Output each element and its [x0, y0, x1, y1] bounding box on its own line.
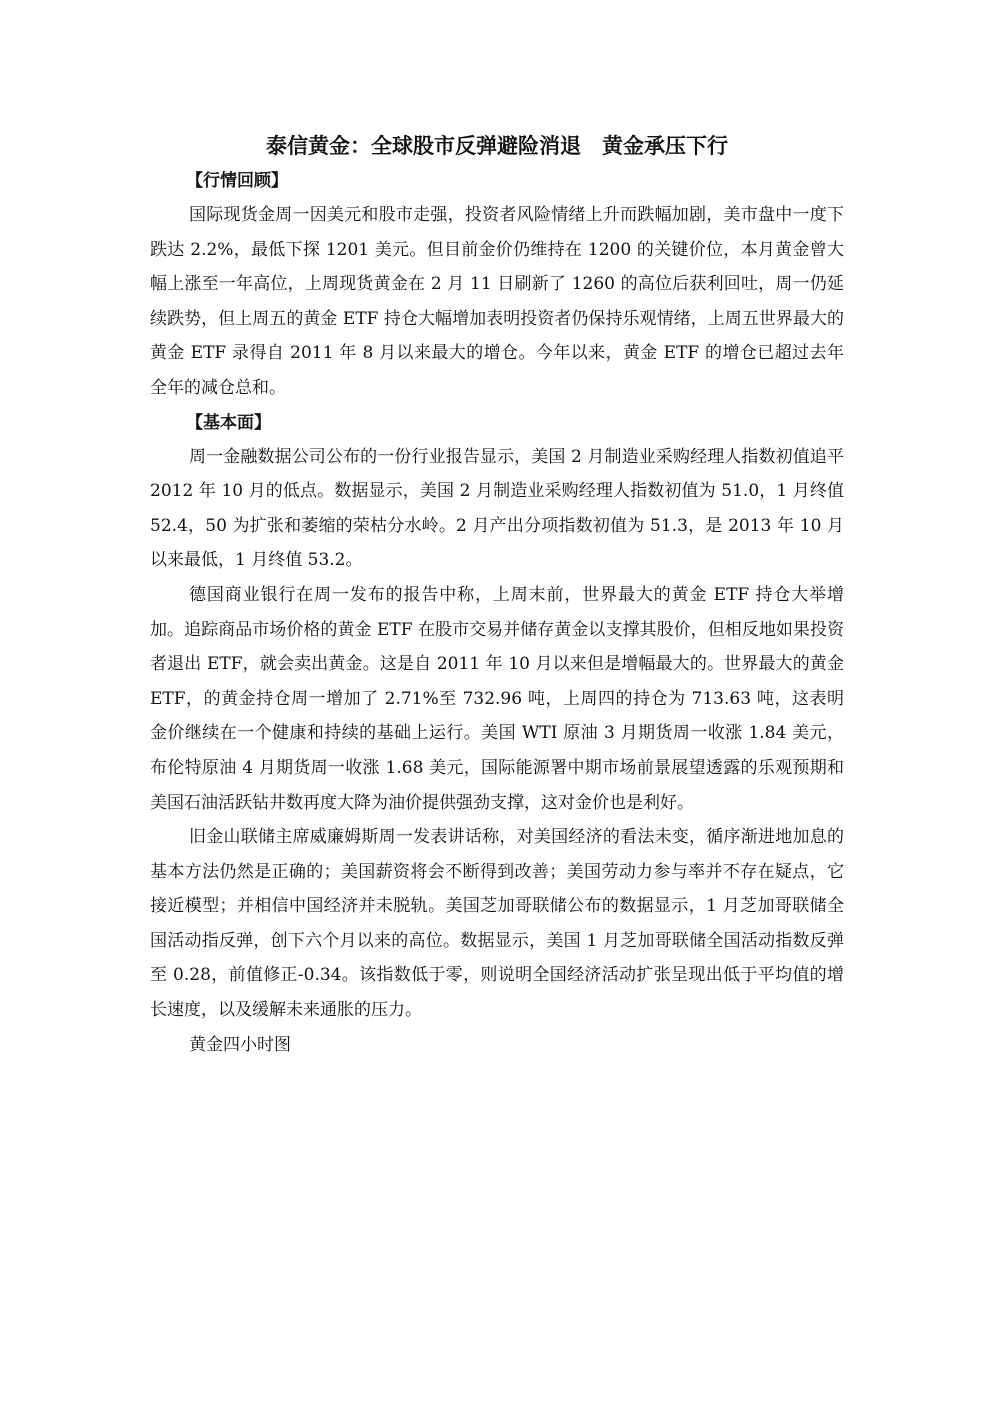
section-heading-market-review: 【行情回顾】	[186, 171, 288, 191]
paragraph: 德国商业银行在周一发布的报告中称，上周末前，世界最大的黄金 ETF 持仓大举增加。追踪商品市场价格的黄金 ETF 在股市交易并储存黄金以支撑其股价，但相反地如果投资者退出 ETF，就会卖出黄金。这是自 2011 年 10 月以来但是增幅最大的。世界最大的黄金 ETF，的黄金持仓周一增加了 2.71%至 732.96 吨，上周四的持仓为 713.63 吨，这表明金价继续在一个健康和持续的基础上运行。美国 WTI 原油 3 月期货周一收涨 1.84 美元，布伦特原油 4 月期货周一收涨 1.68 美元，国际能源署中期市场前景展望透露的乐观预期和美国石油活跃钻井数再度大降为油价提供强劲支撑，这对金价也是利好。	[150, 584, 844, 813]
document-title: 泰信黄金：全球股市反弹避险消退 黄金承压下行	[266, 134, 728, 158]
paragraph: 国际现货金周一因美元和股市走强，投资者风险情绪上升而跌幅加剧，美市盘中一度下跌达 2.2%，最低下探 1201 美元。但目前金价仍维持在 1200 的关键价位，本月黄金曾大幅上涨至一年高位，上周现货黄金在 2 月 11 日刷新了 1260 的高位后获利回吐，周一仍延续跌势，但上周五的黄金 ETF 持仓大幅增加表明投资者仍保持乐观情绪，上周五世界最大的黄金 ETF 录得自 2011 年 8 月以来最大的增仓。今年以来，黄金 ETF 的增仓已超过去年全年的减仓总和。	[150, 205, 844, 398]
section-market-review	[150, 164, 844, 406]
section-heading-fundamentals: 【基本面】	[186, 412, 271, 433]
section-fundamentals	[150, 406, 844, 1028]
paragraph: 周一金融数据公司公布的一份行业报告显示，美国 2 月制造业采购经理人指数初值追平 2012 年 10 月的低点。数据显示，美国 2 月制造业采购经理人指数初值为 51.0，1 月终值 52.4，50 为扩张和萎缩的荣枯分水岭。2 月产出分项指数初值为 51.3，是 2013 年 10 月以来最低，1 月终值 53.2。	[150, 446, 844, 571]
figure-caption: 黄金四小时图	[189, 1034, 291, 1055]
document-page	[150, 128, 844, 1062]
paragraph: 旧金山联储主席威廉姆斯周一发表讲话称，对美国经济的看法未变，循序渐进地加息的基本方法仍然是正确的；美国薪资将会不断得到改善；美国劳动力参与率并不存在疑点，它接近模型；并相信中国经济并未脱轨。美国芝加哥联储公布的数据显示，1 月芝加哥联储全国活动指反弹，创下六个月以来的高位。数据显示，美国 1 月芝加哥联储全国活动指数反弹至 0.28，前值修正-0.34。该指数低于零，则说明全国经济活动扩张呈现出低于平均值的增长速度，以及缓解未来通胀的压力。	[150, 827, 844, 1021]
